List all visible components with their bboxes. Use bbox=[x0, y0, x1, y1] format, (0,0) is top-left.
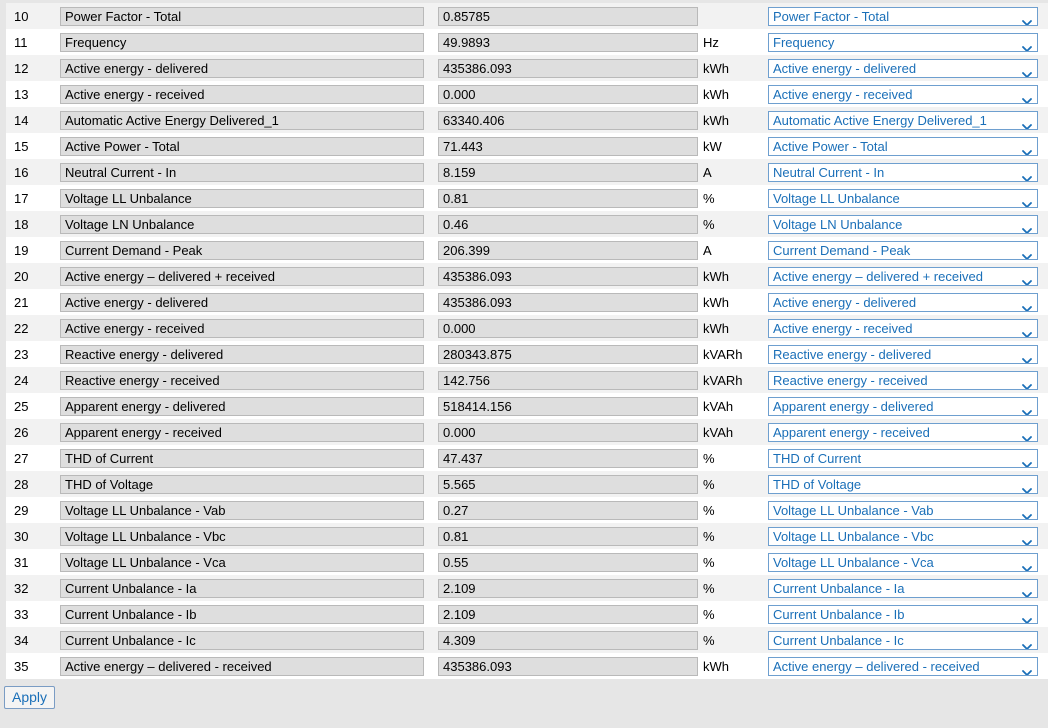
row-index: 13 bbox=[6, 81, 56, 107]
register-name-field: Reactive energy - received bbox=[60, 371, 424, 390]
register-select-value: Current Unbalance - Ib bbox=[773, 606, 905, 622]
row-index: 16 bbox=[6, 159, 56, 185]
row-index: 23 bbox=[6, 341, 56, 367]
register-select-value: Voltage LL Unbalance - Vca bbox=[773, 554, 934, 570]
register-value-field: 0.85785 bbox=[438, 7, 698, 26]
unit-label: % bbox=[703, 606, 715, 622]
register-name-field: Current Unbalance - Ib bbox=[60, 605, 424, 624]
register-value-field: 0.81 bbox=[438, 527, 698, 546]
register-select[interactable] bbox=[768, 111, 1038, 130]
register-select[interactable] bbox=[768, 33, 1038, 52]
chevron-down-icon bbox=[1022, 351, 1032, 357]
unit-label: kW bbox=[703, 138, 722, 154]
row-index: 25 bbox=[6, 393, 56, 419]
chevron-down-icon bbox=[1022, 559, 1032, 565]
row-index: 26 bbox=[6, 419, 56, 445]
unit-label: kVARh bbox=[703, 372, 743, 388]
register-select-value: THD of Current bbox=[773, 450, 862, 466]
row-index: 27 bbox=[6, 445, 56, 471]
table-row bbox=[6, 445, 1048, 471]
unit-label: kWh bbox=[703, 112, 729, 128]
register-select-value: Apparent energy - received bbox=[773, 424, 930, 440]
register-name-field: Frequency bbox=[60, 33, 424, 52]
unit-label: % bbox=[703, 502, 715, 518]
register-value-field: 8.159 bbox=[438, 163, 698, 182]
table-row bbox=[6, 393, 1048, 419]
register-select[interactable] bbox=[768, 267, 1038, 286]
register-select[interactable] bbox=[768, 59, 1038, 78]
chevron-down-icon bbox=[1022, 247, 1032, 253]
register-select[interactable] bbox=[768, 553, 1038, 572]
register-select-value: Neutral Current - In bbox=[773, 164, 885, 180]
chevron-down-icon bbox=[1022, 143, 1032, 149]
chevron-down-icon bbox=[1022, 117, 1032, 123]
table-row bbox=[6, 107, 1048, 133]
register-name-field: Voltage LN Unbalance bbox=[60, 215, 424, 234]
register-select[interactable] bbox=[768, 345, 1038, 364]
row-index: 15 bbox=[6, 133, 56, 159]
chevron-down-icon bbox=[1022, 481, 1032, 487]
register-select[interactable] bbox=[768, 319, 1038, 338]
chevron-down-icon bbox=[1022, 429, 1032, 435]
row-index: 10 bbox=[6, 3, 56, 29]
chevron-down-icon bbox=[1022, 169, 1032, 175]
register-name-field: Apparent energy - received bbox=[60, 423, 424, 442]
register-name-field: Active Power - Total bbox=[60, 137, 424, 156]
table-row bbox=[6, 3, 1048, 29]
unit-label: kWh bbox=[703, 268, 729, 284]
register-value-field: 47.437 bbox=[438, 449, 698, 468]
register-value-field: 518414.156 bbox=[438, 397, 698, 416]
chevron-down-icon bbox=[1022, 273, 1032, 279]
register-name-field: Current Unbalance - Ic bbox=[60, 631, 424, 650]
register-name-field: Neutral Current - In bbox=[60, 163, 424, 182]
register-name-field: Active energy - received bbox=[60, 85, 424, 104]
unit-label: % bbox=[703, 216, 715, 232]
register-value-field: 71.443 bbox=[438, 137, 698, 156]
register-value-field: 2.109 bbox=[438, 605, 698, 624]
register-name-field: Current Unbalance - Ia bbox=[60, 579, 424, 598]
chevron-down-icon bbox=[1022, 507, 1032, 513]
chevron-down-icon bbox=[1022, 455, 1032, 461]
register-select-value: Voltage LL Unbalance bbox=[773, 190, 900, 206]
unit-label: kVAh bbox=[703, 398, 734, 414]
table-row bbox=[6, 367, 1048, 393]
row-index: 33 bbox=[6, 601, 56, 627]
row-index: 22 bbox=[6, 315, 56, 341]
register-value-field: 2.109 bbox=[438, 579, 698, 598]
table-row bbox=[6, 237, 1048, 263]
chevron-down-icon bbox=[1022, 325, 1032, 331]
row-index: 14 bbox=[6, 107, 56, 133]
register-name-field: Active energy - delivered bbox=[60, 59, 424, 78]
register-name-field: Voltage LL Unbalance bbox=[60, 189, 424, 208]
register-value-field: 0.000 bbox=[438, 319, 698, 338]
row-index: 17 bbox=[6, 185, 56, 211]
register-select-value: Apparent energy - delivered bbox=[773, 398, 934, 414]
table-row bbox=[6, 185, 1048, 211]
register-value-field: 5.565 bbox=[438, 475, 698, 494]
register-name-field: THD of Current bbox=[60, 449, 424, 468]
register-value-field: 206.399 bbox=[438, 241, 698, 260]
table-row bbox=[6, 289, 1048, 315]
chevron-down-icon bbox=[1022, 663, 1032, 669]
table-row bbox=[6, 211, 1048, 237]
register-select[interactable] bbox=[768, 293, 1038, 312]
register-select[interactable] bbox=[768, 631, 1038, 650]
unit-label: kWh bbox=[703, 60, 729, 76]
row-index: 29 bbox=[6, 497, 56, 523]
row-index: 28 bbox=[6, 471, 56, 497]
register-value-field: 0.46 bbox=[438, 215, 698, 234]
register-select[interactable] bbox=[768, 605, 1038, 624]
row-index: 35 bbox=[6, 653, 56, 679]
table-row bbox=[6, 133, 1048, 159]
unit-label: % bbox=[703, 580, 715, 596]
chevron-down-icon bbox=[1022, 377, 1032, 383]
register-value-field: 435386.093 bbox=[438, 59, 698, 78]
table-row bbox=[6, 497, 1048, 523]
register-select[interactable] bbox=[768, 475, 1038, 494]
table-row bbox=[6, 55, 1048, 81]
register-select-value: Active energy - delivered bbox=[773, 294, 917, 310]
register-value-field: 0.000 bbox=[438, 85, 698, 104]
register-select-value: Active energy - received bbox=[773, 86, 913, 102]
register-name-field: Active energy - delivered bbox=[60, 293, 424, 312]
register-select-value: Current Demand - Peak bbox=[773, 242, 911, 258]
register-select-value: Voltage LN Unbalance bbox=[773, 216, 903, 232]
table-row bbox=[6, 341, 1048, 367]
register-select-value: Frequency bbox=[773, 34, 835, 50]
chevron-down-icon bbox=[1022, 299, 1032, 305]
table-row bbox=[6, 419, 1048, 445]
unit-label: % bbox=[703, 476, 715, 492]
register-table-body bbox=[6, 3, 1048, 679]
table-row bbox=[6, 549, 1048, 575]
chevron-down-icon bbox=[1022, 533, 1032, 539]
register-select[interactable] bbox=[768, 423, 1038, 442]
unit-label: A bbox=[703, 164, 712, 180]
register-name-field: Voltage LL Unbalance - Vbc bbox=[60, 527, 424, 546]
chevron-down-icon bbox=[1022, 195, 1032, 201]
register-select[interactable] bbox=[768, 7, 1038, 26]
register-value-field: 0.81 bbox=[438, 189, 698, 208]
register-name-field: Reactive energy - delivered bbox=[60, 345, 424, 364]
register-value-field: 435386.093 bbox=[438, 267, 698, 286]
register-select[interactable] bbox=[768, 137, 1038, 156]
table-row bbox=[6, 601, 1048, 627]
register-value-field: 0.000 bbox=[438, 423, 698, 442]
register-name-field: Apparent energy - delivered bbox=[60, 397, 424, 416]
register-select-value: Current Unbalance - Ia bbox=[773, 580, 905, 596]
table-row bbox=[6, 627, 1048, 653]
chevron-down-icon bbox=[1022, 585, 1032, 591]
register-select-value: Reactive energy - delivered bbox=[773, 346, 932, 362]
chevron-down-icon bbox=[1022, 91, 1032, 97]
register-select[interactable] bbox=[768, 163, 1038, 182]
register-name-field: Current Demand - Peak bbox=[60, 241, 424, 260]
register-select-value: Active energy – delivered - received bbox=[773, 658, 980, 674]
unit-label: % bbox=[703, 528, 715, 544]
register-select[interactable] bbox=[768, 241, 1038, 260]
register-select-value: Active energy - delivered bbox=[773, 60, 917, 76]
register-select[interactable] bbox=[768, 85, 1038, 104]
register-name-field: Voltage LL Unbalance - Vab bbox=[60, 501, 424, 520]
register-select[interactable] bbox=[768, 657, 1038, 676]
register-name-field: Voltage LL Unbalance - Vca bbox=[60, 553, 424, 572]
register-value-field: 142.756 bbox=[438, 371, 698, 390]
chevron-down-icon bbox=[1022, 65, 1032, 71]
unit-label: Hz bbox=[703, 34, 719, 50]
register-select-value: Automatic Active Energy Delivered_1 bbox=[773, 112, 987, 128]
unit-label: kWh bbox=[703, 86, 729, 102]
table-row bbox=[6, 575, 1048, 601]
chevron-down-icon bbox=[1022, 611, 1032, 617]
register-name-field: THD of Voltage bbox=[60, 475, 424, 494]
register-table bbox=[6, 3, 1048, 679]
unit-label: % bbox=[703, 554, 715, 570]
table-row bbox=[6, 653, 1048, 679]
register-name-field: Active energy - received bbox=[60, 319, 424, 338]
unit-label: kVAh bbox=[703, 424, 734, 440]
register-select[interactable] bbox=[768, 397, 1038, 416]
register-value-field: 435386.093 bbox=[438, 293, 698, 312]
chevron-down-icon bbox=[1022, 221, 1032, 227]
table-row bbox=[6, 81, 1048, 107]
register-select[interactable] bbox=[768, 449, 1038, 468]
register-select-value: Voltage LL Unbalance - Vbc bbox=[773, 528, 934, 544]
row-index: 11 bbox=[6, 29, 56, 55]
register-select[interactable] bbox=[768, 527, 1038, 546]
register-value-field: 280343.875 bbox=[438, 345, 698, 364]
footer-bar bbox=[0, 682, 1048, 728]
unit-label: kWh bbox=[703, 294, 729, 310]
register-select-value: Active energy – delivered + received bbox=[773, 268, 983, 284]
unit-label: kWh bbox=[703, 320, 729, 336]
unit-label: % bbox=[703, 190, 715, 206]
register-name-field: Power Factor - Total bbox=[60, 7, 424, 26]
chevron-down-icon bbox=[1022, 13, 1032, 19]
unit-label: % bbox=[703, 632, 715, 648]
register-select-value: THD of Voltage bbox=[773, 476, 862, 492]
register-value-field: 63340.406 bbox=[438, 111, 698, 130]
chevron-down-icon bbox=[1022, 39, 1032, 45]
register-value-field: 435386.093 bbox=[438, 657, 698, 676]
register-select-value: Reactive energy - received bbox=[773, 372, 928, 388]
table-row bbox=[6, 159, 1048, 185]
register-select-value: Voltage LL Unbalance - Vab bbox=[773, 502, 934, 518]
register-name-field: Active energy – delivered + received bbox=[60, 267, 424, 286]
register-table-container bbox=[6, 3, 1042, 679]
row-index: 18 bbox=[6, 211, 56, 237]
register-value-field: 49.9893 bbox=[438, 33, 698, 52]
row-index: 34 bbox=[6, 627, 56, 653]
register-name-field: Active energy – delivered - received bbox=[60, 657, 424, 676]
register-value-field: 0.55 bbox=[438, 553, 698, 572]
table-row bbox=[6, 471, 1048, 497]
row-index: 20 bbox=[6, 263, 56, 289]
unit-label: % bbox=[703, 450, 715, 466]
table-row bbox=[6, 315, 1048, 341]
register-select[interactable] bbox=[768, 189, 1038, 208]
apply-button[interactable]: Apply bbox=[4, 686, 55, 709]
table-row bbox=[6, 523, 1048, 549]
unit-label: A bbox=[703, 242, 712, 258]
register-select-value: Power Factor - Total bbox=[773, 8, 890, 24]
row-index: 30 bbox=[6, 523, 56, 549]
unit-label: kVARh bbox=[703, 346, 743, 362]
register-select[interactable] bbox=[768, 501, 1038, 520]
row-index: 24 bbox=[6, 367, 56, 393]
register-select[interactable] bbox=[768, 579, 1038, 598]
table-row bbox=[6, 263, 1048, 289]
row-index: 12 bbox=[6, 55, 56, 81]
row-index: 19 bbox=[6, 237, 56, 263]
register-name-field: Automatic Active Energy Delivered_1 bbox=[60, 111, 424, 130]
register-select[interactable] bbox=[768, 371, 1038, 390]
row-index: 32 bbox=[6, 575, 56, 601]
register-select-value: Active Power - Total bbox=[773, 138, 888, 154]
chevron-down-icon bbox=[1022, 403, 1032, 409]
chevron-down-icon bbox=[1022, 637, 1032, 643]
unit-label: kWh bbox=[703, 658, 729, 674]
register-value-field: 4.309 bbox=[438, 631, 698, 650]
register-value-field: 0.27 bbox=[438, 501, 698, 520]
register-select-value: Active energy - received bbox=[773, 320, 913, 336]
row-index: 31 bbox=[6, 549, 56, 575]
register-select-value: Current Unbalance - Ic bbox=[773, 632, 904, 648]
row-index: 21 bbox=[6, 289, 56, 315]
register-select[interactable] bbox=[768, 215, 1038, 234]
table-row bbox=[6, 29, 1048, 55]
